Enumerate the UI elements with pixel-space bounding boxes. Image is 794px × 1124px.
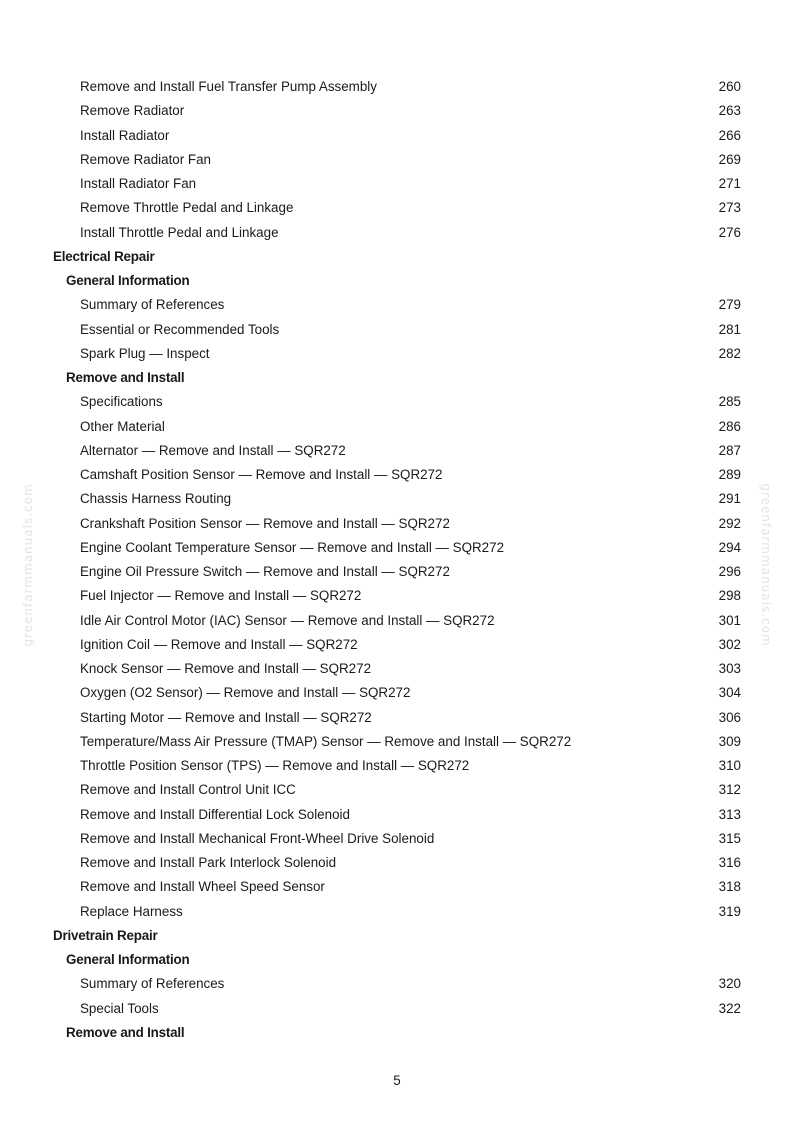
toc-entry[interactable] — [0, 875, 794, 899]
toc-entry-title: Fuel Injector — Remove and Install — SQR272 — [80, 588, 362, 604]
toc-entry-title: Engine Oil Pressure Switch — Remove and Install — SQR272 — [80, 564, 450, 579]
toc-entry-title: Chassis Harness Routing — [80, 491, 232, 507]
table-of-contents — [0, 75, 794, 1045]
toc-entry[interactable] — [0, 487, 794, 511]
toc-entry-page: 266 — [718, 127, 741, 143]
toc-entry-page: 309 — [718, 733, 741, 749]
watermark-right: greenfarmmanuals.com — [759, 483, 773, 647]
toc-entry[interactable] — [0, 609, 794, 633]
toc-entry-title: Replace Harness — [80, 903, 183, 919]
toc-subsection-heading — [0, 366, 794, 390]
toc-entry[interactable] — [0, 851, 794, 875]
toc-entry-page: 269 — [718, 151, 741, 167]
toc-entry[interactable] — [0, 463, 794, 487]
toc-entry-page: 298 — [718, 588, 741, 604]
toc-entry[interactable] — [0, 342, 794, 366]
toc-entry-title: Remove and Install — [66, 370, 185, 385]
watermark-left: greenfarmmanuals.com — [21, 483, 35, 647]
toc-entry[interactable] — [0, 318, 794, 342]
toc-entry[interactable] — [0, 681, 794, 705]
toc-entry-title: General Information — [66, 273, 190, 288]
toc-entry-page: 318 — [718, 879, 741, 895]
toc-entry[interactable] — [0, 900, 794, 924]
toc-entry-title: Install Throttle Pedal and Linkage — [80, 224, 279, 240]
toc-entry-title: Remove and Install Control Unit ICC — [80, 782, 296, 798]
toc-entry-title: Remove and Install Fuel Transfer Pump Assembly — [80, 79, 377, 94]
toc-entry-page: 304 — [718, 685, 741, 701]
toc-entry-title: Alternator — Remove and Install — SQR272 — [80, 442, 346, 458]
page-number: 5 — [393, 1073, 401, 1088]
toc-entry-title: Drivetrain Repair — [53, 927, 158, 943]
toc-entry-page: 292 — [718, 515, 741, 531]
toc-entry[interactable] — [0, 512, 794, 536]
toc-entry[interactable] — [0, 75, 794, 99]
toc-entry-title: Crankshaft Position Sensor — Remove and Install — SQR272 — [80, 515, 450, 531]
toc-entry-title: Remove and Install Mechanical Front-Wheel Drive Solenoid — [80, 830, 435, 846]
toc-entry-page: 286 — [718, 418, 741, 434]
toc-entry[interactable] — [0, 536, 794, 560]
toc-entry-title: Summary of References — [80, 297, 225, 313]
toc-entry[interactable] — [0, 148, 794, 172]
toc-entry-page: 273 — [718, 200, 741, 216]
toc-entry-title: Idle Air Control Motor (IAC) Sensor — Remove and Install — SQR272 — [80, 612, 495, 628]
toc-entry[interactable] — [0, 172, 794, 196]
toc-entry[interactable] — [0, 730, 794, 754]
toc-entry[interactable] — [0, 415, 794, 439]
toc-entry-title: Remove Radiator Fan — [80, 151, 211, 167]
toc-entry-title: Camshaft Position Sensor — Remove and Install — SQR272 — [80, 467, 443, 482]
toc-entry[interactable] — [0, 778, 794, 802]
toc-entry-title: Oxygen (O2 Sensor) — Remove and Install — SQR272 — [80, 685, 411, 701]
toc-entry-page: 312 — [718, 782, 741, 798]
toc-entry-title: Essential or Recommended Tools — [80, 321, 280, 337]
toc-entry-page: 276 — [718, 224, 741, 240]
toc-entry[interactable] — [0, 706, 794, 730]
toc-entry[interactable] — [0, 196, 794, 220]
toc-entry-page: 271 — [718, 176, 741, 191]
toc-entry[interactable] — [0, 584, 794, 608]
toc-entry-page: 306 — [718, 709, 741, 725]
toc-entry[interactable] — [0, 293, 794, 317]
toc-entry-title: Throttle Position Sensor (TPS) — Remove and Install — SQR272 — [80, 758, 470, 773]
toc-entry-page: 281 — [718, 321, 741, 337]
toc-entry[interactable] — [0, 560, 794, 584]
toc-entry-page: 260 — [718, 79, 741, 94]
toc-entry-title: Remove and Install Differential Lock Solenoid — [80, 806, 350, 822]
toc-entry-title: Starting Motor — Remove and Install — SQR272 — [80, 709, 372, 725]
toc-entry-title: Temperature/Mass Air Pressure (TMAP) Sensor — Remove and Install — SQR272 — [80, 733, 572, 749]
toc-entry-title: Ignition Coil — Remove and Install — SQR272 — [80, 636, 358, 652]
toc-entry[interactable] — [0, 803, 794, 827]
toc-entry-title: Knock Sensor — Remove and Install — SQR272 — [80, 661, 372, 676]
toc-entry-page: 285 — [718, 394, 741, 410]
toc-entry-page: 296 — [718, 564, 741, 579]
toc-entry-page: 310 — [718, 758, 741, 773]
toc-entry-page: 291 — [718, 491, 741, 507]
toc-entry-title: Electrical Repair — [53, 248, 155, 264]
toc-entry-page: 263 — [718, 103, 741, 119]
toc-section-heading — [0, 245, 794, 269]
toc-entry-title: Summary of References — [80, 976, 225, 992]
toc-entry[interactable] — [0, 124, 794, 148]
toc-entry-page: 320 — [718, 976, 741, 992]
toc-entry-page: 282 — [718, 345, 741, 361]
toc-entry-page: 303 — [718, 661, 741, 676]
toc-entry[interactable] — [0, 754, 794, 778]
toc-entry-title: Remove and Install Park Interlock Solenoid — [80, 855, 337, 870]
toc-entry-page: 315 — [718, 830, 741, 846]
toc-entry-title: Specifications — [80, 394, 163, 410]
toc-entry-title: Install Radiator — [80, 127, 170, 143]
toc-entry-title: Engine Coolant Temperature Sensor — Remove and Install — SQR272 — [80, 539, 505, 555]
toc-entry-title: Remove Radiator — [80, 103, 185, 119]
toc-entry[interactable] — [0, 657, 794, 681]
toc-entry-title: Install Radiator Fan — [80, 176, 197, 191]
toc-entry-page: 322 — [718, 1000, 741, 1016]
toc-entry-title: Other Material — [80, 418, 165, 434]
toc-subsection-heading — [0, 269, 794, 293]
toc-entry-page: 289 — [718, 467, 741, 482]
toc-entry-page: 279 — [718, 297, 741, 313]
toc-entry[interactable] — [0, 972, 794, 996]
toc-section-heading — [0, 924, 794, 948]
toc-entry-page: 301 — [718, 612, 741, 628]
toc-entry-title: Remove Throttle Pedal and Linkage — [80, 200, 294, 216]
toc-entry-page: 313 — [718, 806, 741, 822]
toc-entry-title: Spark Plug — Inspect — [80, 345, 210, 361]
toc-entry-page: 316 — [718, 855, 741, 870]
toc-entry-title: Remove and Install Wheel Speed Sensor — [80, 879, 325, 895]
toc-subsection-heading — [0, 948, 794, 972]
toc-entry[interactable] — [0, 997, 794, 1021]
toc-entry-page: 302 — [718, 636, 741, 652]
toc-entry[interactable] — [0, 633, 794, 657]
toc-entry[interactable] — [0, 221, 794, 245]
toc-entry[interactable] — [0, 827, 794, 851]
toc-entry[interactable] — [0, 390, 794, 414]
toc-entry[interactable] — [0, 439, 794, 463]
toc-entry-page: 319 — [718, 903, 741, 919]
toc-entry-title: Special Tools — [80, 1000, 159, 1016]
toc-entry-title: Remove and Install — [66, 1024, 185, 1040]
toc-entry[interactable] — [0, 99, 794, 123]
toc-entry-page: 294 — [718, 539, 741, 555]
toc-subsection-heading — [0, 1021, 794, 1045]
toc-entry-title: General Information — [66, 952, 190, 967]
toc-entry-page: 287 — [718, 442, 741, 458]
